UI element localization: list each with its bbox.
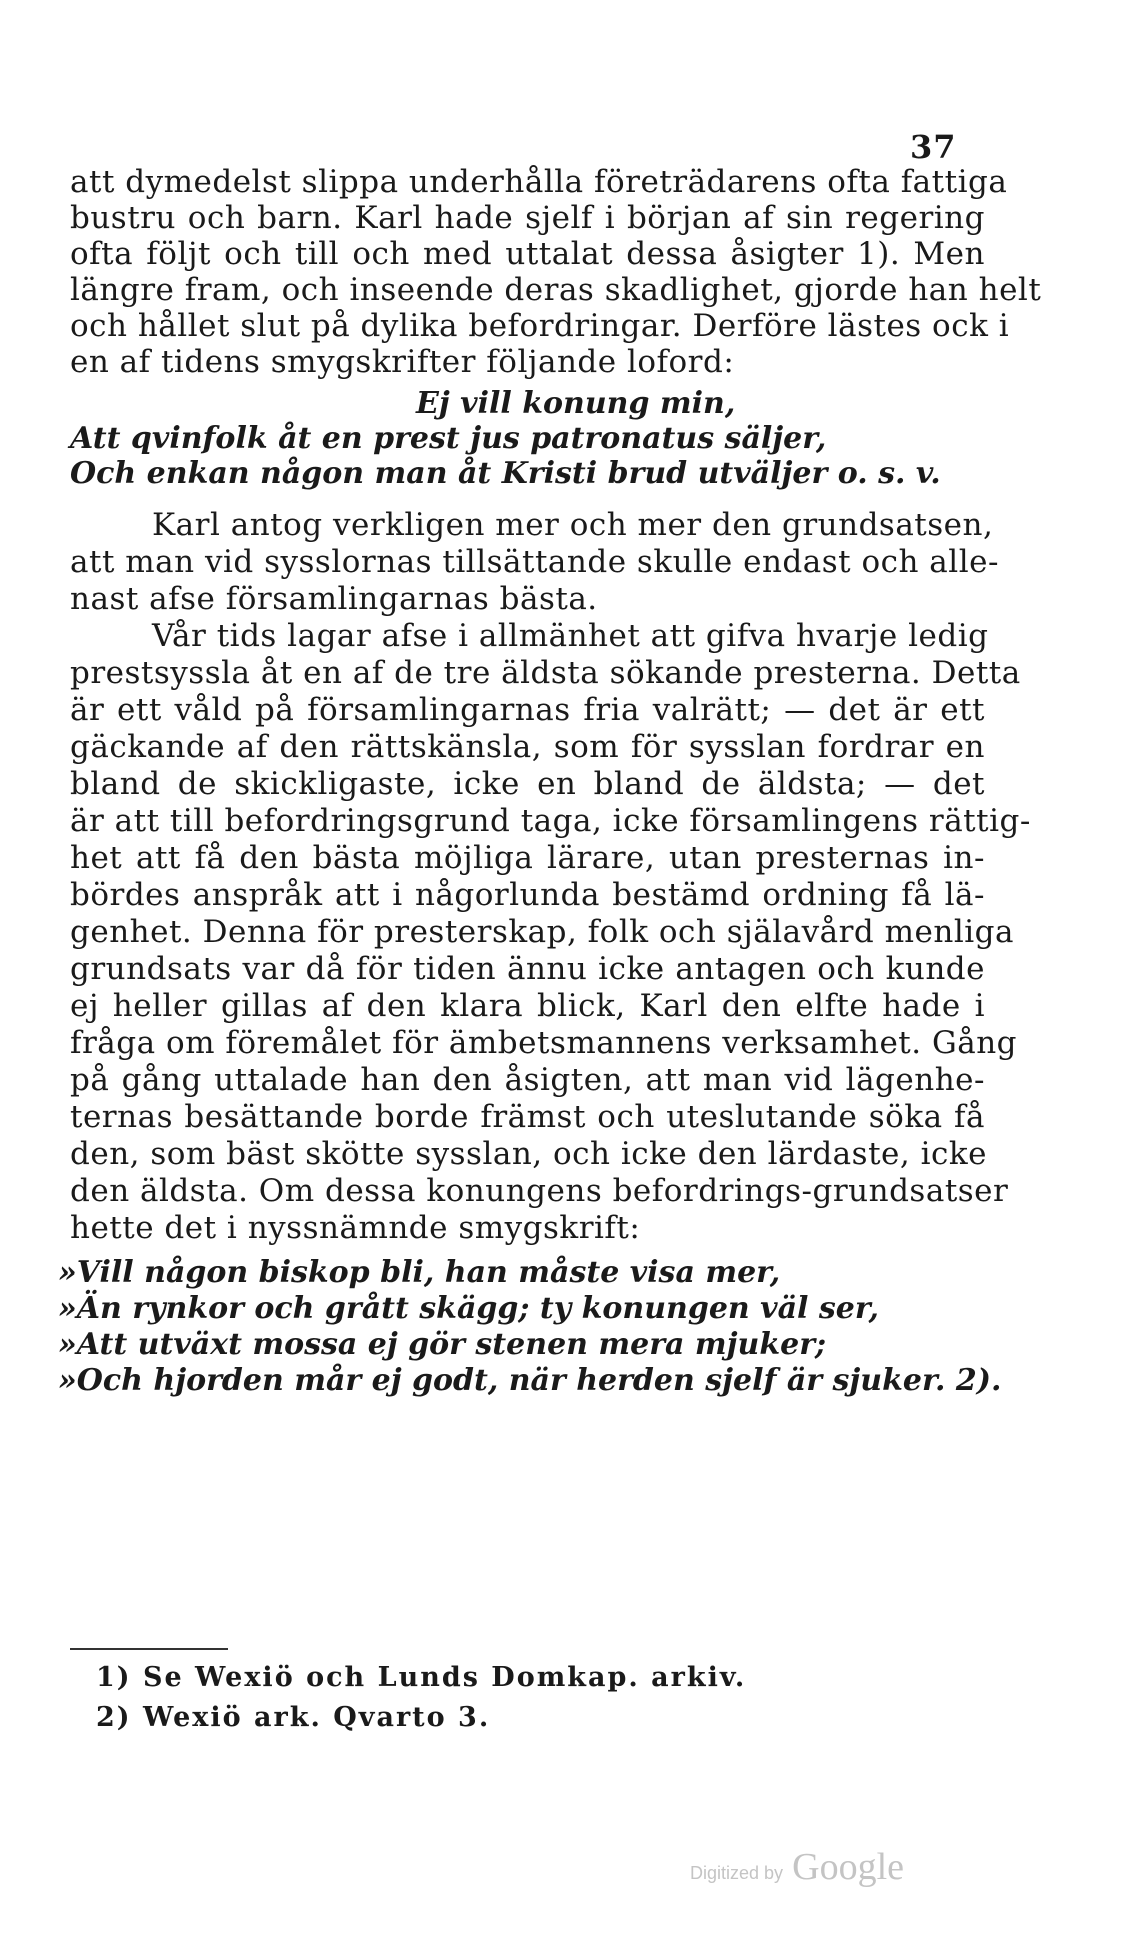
digitized-by-google-watermark [690, 1845, 904, 1889]
text-line: ej heller gillas af den klara blick, Karl den elfte hade i [70, 988, 985, 1024]
text-line: nast afse församlingarnas bästa. [70, 581, 598, 617]
text-line: gäckande af den rättskänsla, som för sysslan fordrar en [70, 729, 985, 765]
text-line: Vår tids lagar afse i allmänhet att gifva hvarje ledig [152, 618, 989, 654]
text-line: bustru och barn. Karl hade sjelf i början af sin regering [70, 200, 985, 236]
text-line: och hållet slut på dylika befordringar. Derföre lästes ock i [70, 308, 1010, 344]
text-line: att man vid sysslornas tillsättande skulle endast och alle- [70, 544, 999, 580]
text-line: är ett våld på församlingarnas fria valrätt; — det är ett [70, 692, 985, 728]
text-line: prestsyssla åt en af de tre äldsta sökande presterna. Detta [70, 655, 1021, 691]
text-line: fråga om föremålet för ämbetsmannens verksamhet. Gång [70, 1025, 1018, 1061]
text-line: längre fram, och inseende deras skadlighet, gjorde han helt [70, 272, 1042, 308]
text-line: att dymedelst slippa underhålla företrädarens ofta fattiga [70, 164, 1008, 200]
footnote: 2) Wexiö ark. Qvarto 3. [96, 1702, 491, 1733]
verse-line: Att qvinfolk åt en prest jus patronatus säljer, [70, 421, 827, 456]
text-line: genhet. Denna för presterskap, folk och själavård menliga [70, 914, 1014, 950]
text-line: den, som bäst skötte sysslan, och icke den lärdaste, icke [70, 1136, 987, 1172]
text-line: bland de skickligaste, icke en bland de äldsta; — det [70, 766, 985, 802]
verse-line: »Än rynkor och grått skägg; ty konungen väl ser, [58, 1291, 879, 1326]
page-number: 37 [910, 128, 957, 166]
verse-line: »Och hjorden mår ej godt, när herden sjelf är sjuker. 2). [58, 1363, 1002, 1398]
footnote-divider [70, 1648, 228, 1650]
text-line: bördes anspråk att i någorlunda bestämd ordning få lä- [70, 877, 985, 913]
text-line: hette det i nyssnämnde smygskrift: [70, 1210, 641, 1246]
verse-line: »Vill någon biskop bli, han måste visa mer, [58, 1255, 781, 1290]
google-logo: Google [792, 1846, 905, 1888]
text-line: den äldsta. Om dessa konungens befordrings-grundsatser [70, 1173, 1009, 1209]
verse-line: Ej vill konung min, [416, 386, 736, 421]
text-line: het att få den bästa möjliga lärare, utan presternas in- [70, 840, 985, 876]
text-line: ofta följt och till och med uttalat dessa åsigter 1). Men [70, 236, 985, 272]
verse-line: »Att utväxt mossa ej gör stenen mera mjuker; [58, 1327, 827, 1362]
text-line: är att till befordringsgrund taga, icke församlingens rättig- [70, 803, 1031, 839]
text-line: på gång uttalade han den åsigten, att man vid lägenhe- [70, 1062, 985, 1098]
text-line: Karl antog verkligen mer och mer den grundsatsen, [152, 507, 994, 543]
text-line: ternas besättande borde främst och uteslutande söka få [70, 1099, 985, 1135]
watermark-small-text: Digitized by [690, 1863, 784, 1883]
text-line: grundsats var då för tiden ännu icke antagen och kunde [70, 951, 985, 987]
footnote: 1) Se Wexiö och Lunds Domkap. arkiv. [96, 1662, 747, 1693]
verse-line: Och enkan någon man åt Kristi brud utväljer o. s. v. [70, 456, 941, 491]
text-line: en af tidens smygskrifter följande loford: [70, 344, 735, 380]
